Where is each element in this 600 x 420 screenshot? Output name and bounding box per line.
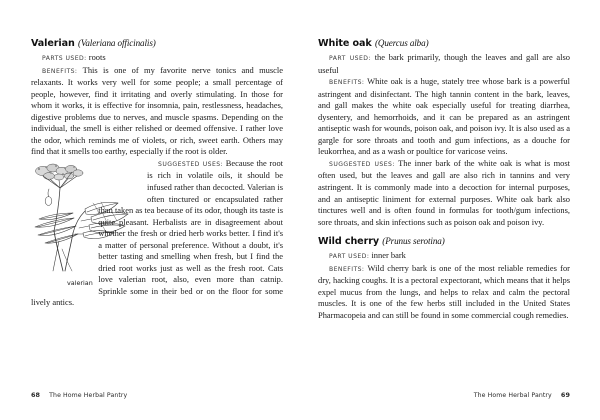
white-oak-parts-used-value: the bark primarily, though the leaves and gall are also useful: [318, 51, 571, 75]
benefits-label: BENEFITS:: [329, 79, 365, 87]
illustration-caption: valerian: [67, 278, 93, 287]
white-oak-benefits-text: White oak is a huge, stately tree whose bark is a powerful astringent and disinfectant. The high tannin content in the bark, leaves, and gall makes the white oak especially useful for treating diarrhea, dysentery, and hemorrhoids, and it can be prepared as an astringent antiseptic wash for wounds, poison oak, and poison ivy. It is also used as a gargle for sore throats and tooth and gum infections, as a douche for leukorrhea, and as a wash or poultice for varicose veins.: [318, 76, 570, 157]
benefits-label: BENEFITS:: [329, 265, 365, 273]
wild-cherry-common-name: Wild cherry: [318, 236, 380, 248]
footer-right: [474, 391, 570, 399]
entry-title-wild-cherry: [318, 236, 570, 248]
white-oak-latin-name: (Quercus alba): [374, 38, 429, 48]
valerian-parts-used-value: roots: [88, 51, 106, 62]
flower-umbel: [36, 164, 84, 231]
parts-used-label: PARTS USED:: [42, 54, 87, 62]
valerian-parts-used-paragraph: [31, 52, 283, 65]
valerian-benefits-text: This is one of my favorite nerve tonics and muscle relaxants. It works very well for some people; a small percentage of people, however, find it irritating and overly stimulating. In those for whom it works, it is effective for insomnia, pain, restlessness, headaches, digestive problems due to nerves, and muscle spasms. Depending on the individual, the smell is either relished or deemed offensive. I rather love the odor, which reminds me of violets, or rich, sweet earth. Others may find that it smells too earthy, especially if the root is older.: [31, 64, 283, 157]
wild-cherry-latin-name: (Prunus serotina): [382, 236, 445, 247]
white-oak-benefits-paragraph: [318, 76, 570, 158]
valerian-latin-name: (Valeriana officinalis): [77, 38, 156, 48]
right-column: [318, 38, 570, 321]
wild-cherry-benefits-text: Wild cherry bark is one of the most reliable remedies for dry, hacking coughs. It is a pectoral expectorant, which means that it helps expel mucus from the lungs, and helps to relax and calm the pectoral muscles. It is one of the few herbs still included in the United States Pharmacopeia and can still be found in some commercial cough remedies.: [318, 262, 570, 320]
valerian-benefits-paragraph: [31, 65, 283, 158]
section-spacer: [318, 228, 570, 236]
entry-title-white-oak: [318, 38, 570, 50]
wild-cherry-parts-used-paragraph: [318, 250, 570, 263]
white-oak-common-name: White oak: [318, 38, 372, 49]
white-oak-parts-used-paragraph: [318, 52, 570, 76]
running-head-right: The Home Herbal Pantry: [473, 392, 552, 399]
benefits-label: BENEFITS:: [42, 67, 78, 75]
entry-title-valerian: [31, 38, 283, 50]
running-head-left: The Home Herbal Pantry: [49, 392, 128, 399]
white-oak-suggested-uses-text: The inner bark of the white oak is what is most often used, but the leaves and gall are also rich in tannins and very astringent. It is commonly made into a decoction for internal purposes, and an antiseptic liniment for external purposes. White oak bark also tinctures well and is often found in formulas for tooth/gum infections, sore throats, and skin infections such as poison oak and poison ivy.: [318, 157, 570, 227]
lower-stems: [53, 231, 73, 271]
suggested-uses-label: SUGGESTED USES:: [158, 160, 224, 168]
suggested-uses-label: SUGGESTED USES:: [329, 160, 395, 168]
valerian-suggested-uses-text: Because the root is rich in volatile oils, it should be infused rather than decocted. Valerian is often tinctured or encapsulated rather than taken as tea because of its odor, though its taste is quite pleasant. Herbalists are in disagreement about whether the fresh or dried herb works better. I find it's a matter of personal preference. Without a doubt, it's better tasting and smelling when fresh, but I find the dried root works just as well as the fresh root. Cats love valerian root, also, even more than catnip. Sprinkle some in their bed or on the floor for some lively antics.: [31, 157, 284, 308]
part-used-label: PART USED:: [329, 54, 371, 62]
part-used-label: PART USED:: [329, 253, 370, 261]
page-number-right: 69: [560, 391, 570, 399]
wild-cherry-benefits-paragraph: [318, 263, 570, 322]
left-column: [31, 38, 283, 309]
page-number-left: 68: [31, 391, 41, 399]
bud-detail: [45, 189, 52, 205]
white-oak-suggested-uses-paragraph: [318, 158, 570, 228]
valerian-common-name: Valerian: [31, 38, 75, 49]
wild-cherry-parts-used-value: inner bark: [371, 250, 406, 261]
valerian-suggested-uses-paragraph: [31, 158, 283, 309]
footer-left: [31, 391, 127, 399]
